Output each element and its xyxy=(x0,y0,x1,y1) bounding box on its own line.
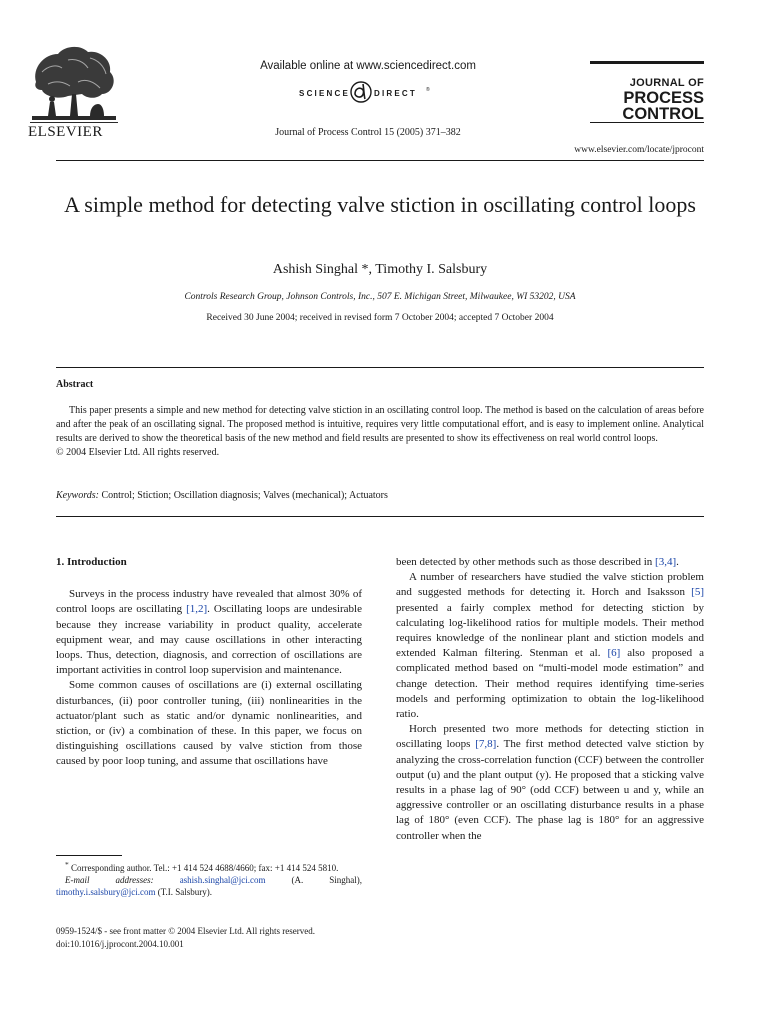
citation-link[interactable]: [1,2] xyxy=(186,603,208,616)
paragraph xyxy=(396,555,704,570)
article-title: A simple method for detecting valve stiction in oscillating control loops xyxy=(64,192,696,217)
keywords-list: Control; Stiction; Oscillation diagnosis; Valves (mechanical); Actuators xyxy=(101,490,388,501)
sciencedirect-logo xyxy=(258,78,478,106)
header-rule xyxy=(56,160,704,161)
page-footer xyxy=(56,925,386,950)
abstract-body xyxy=(56,404,704,460)
section-heading: 1. Introduction xyxy=(56,556,127,568)
paragraph-text: A number of researchers have studied the valve stiction problem and suggested methods for detecting it. Horch and Isaksson xyxy=(396,571,704,599)
footnote xyxy=(56,859,362,898)
right-column xyxy=(396,555,704,844)
footnote-marker: * xyxy=(65,860,69,869)
citation-link[interactable]: [5] xyxy=(691,586,704,599)
footnote-text: Corresponding author. Tel.: +1 414 524 4688/4660; fax: +1 414 524 5810. xyxy=(71,863,339,873)
email-link-salsbury[interactable]: timothy.i.salsbury@jci.com xyxy=(56,887,156,897)
citation-link[interactable]: [3,4] xyxy=(655,556,677,568)
footer-doi[interactable]: doi:10.1016/j.jprocont.2004.10.001 xyxy=(56,938,184,949)
paragraph xyxy=(396,570,704,722)
paragraph-text: also proposed a complicated method based on “multi-model mode estimation” and change detection. Their method requires identifying time-series models and performing optimization to obtain the log-likelihood ratio. xyxy=(396,647,704,721)
paragraph xyxy=(56,678,362,769)
keywords xyxy=(56,490,704,501)
journal-of-process-control-logo xyxy=(590,62,704,124)
citation-link[interactable]: [6] xyxy=(607,647,621,660)
journal-logo-line-1: JOURNAL OF xyxy=(629,77,704,89)
journal-citation-line: Journal of Process Control 15 (2005) 371–382 xyxy=(275,127,461,138)
journal-logo-line-3: CONTROL xyxy=(622,105,704,123)
citation-link[interactable]: [7,8] xyxy=(475,738,497,751)
abstract-heading: Abstract xyxy=(56,379,94,390)
paragraph-text: Some common causes of oscillations are (i) external oscillating disturbances, (ii) poor controller tuning, (iii) nonlinearities in the actuator/plant such as static and/or dynamic nonlinearities, and stiction, or (iv) a combination of these. In this paper, we focus on distinguishing oscillations caused by valve stiction from those caused by poor loop tuning, and assume that oscillations have xyxy=(56,679,362,768)
email-owner: (A. Singhal), xyxy=(265,875,362,885)
paragraph xyxy=(396,722,704,844)
abstract-top-rule xyxy=(56,367,704,368)
paragraph-text: . xyxy=(676,556,679,568)
received-dates: Received 30 June 2004; received in revised form 7 October 2004; accepted 7 October 2004 xyxy=(206,313,554,323)
abstract-bottom-rule xyxy=(56,516,704,517)
registered-mark: ® xyxy=(426,87,430,93)
email-owner: (T.I. Salsbury). xyxy=(155,887,213,897)
abstract-text: This paper presents a simple and new method for detecting valve stiction in an oscillating control loop. The method is based on the calculation of areas before and after the peak of an oscillating signal. The proposed method is intuitive, requires very little computational effort, and is easy to implement online. Analytical results are derived to show the theoretical basis of the new method and field results are presented to show its effectiveness on real world control loops. xyxy=(56,405,704,444)
article-authors: Ashish Singhal *, Timothy I. Salsbury xyxy=(272,262,488,277)
left-column xyxy=(56,555,362,770)
journal-logo-line-2: PROCESS xyxy=(623,89,704,107)
email-label: E-mail addresses: xyxy=(65,875,154,885)
elsevier-wordmark: ELSEVIER xyxy=(28,124,103,140)
paragraph-text: Horch presented two more methods for detecting stiction in oscillating loops xyxy=(396,723,704,751)
journal-logo-bottom-rule xyxy=(590,122,704,123)
footer-copyright: 0959-1524/$ - see front matter © 2004 Elsevier Ltd. All rights reserved. xyxy=(56,926,316,936)
paragraph xyxy=(56,587,362,678)
journal-url[interactable]: www.elsevier.com/locate/jprocont xyxy=(574,145,704,155)
paragraph-text: Surveys in the process industry have revealed that almost 30% of control loops are oscillating xyxy=(56,588,362,616)
footnote-emails xyxy=(56,874,362,898)
paragraph-text: . The first method detected valve stiction by analyzing the cross-correlation function (CCF) between the controller output (u) and the plant output (y). He proposed that a sticking valve results in a phase lag of 90° (odd CCF) between u and y, while an aggressive controller or an oscillating disturbance results in a phase lag of 180° (even CCF). The phase lag is 180° for an aggressive controller when the xyxy=(396,738,704,842)
author-affiliation: Controls Research Group, Johnson Controls, Inc., 507 E. Michigan Street, Milwaukee, WI 53202, USA xyxy=(184,292,576,302)
email-link-singhal[interactable]: ashish.singhal@jci.com xyxy=(179,875,266,885)
paragraph-text: presented a fairly complex method for detecting stiction by calculating log-likelihood ratios for multiple models. Their method requires knowledge of the nonlinear plant and stiction models and extended Kalman filtering. Stenman et al. xyxy=(396,601,704,660)
keywords-label: Keywords: xyxy=(56,490,99,501)
sciencedirect-logo-left: SCIENCE xyxy=(299,89,350,98)
abstract-copyright: © 2004 Elsevier Ltd. All rights reserved. xyxy=(56,447,220,458)
available-online-text: Available online at www.sciencedirect.com xyxy=(260,60,476,72)
paragraph-text: been detected by other methods such as those described in xyxy=(396,556,656,568)
sciencedirect-logo-right: DIRECT xyxy=(374,89,417,98)
footnote-rule xyxy=(56,855,122,856)
footnote-corresponding xyxy=(56,859,362,874)
paragraph-text: . Oscillating loops are undesirable because they increase variability in product quality, accelerate equipment wear, and may cause oscillations in other interacting loops. Thus, detection, diagnosis, and correction of oscillations are important activities in control loop supervision and maintenance. xyxy=(56,603,362,677)
